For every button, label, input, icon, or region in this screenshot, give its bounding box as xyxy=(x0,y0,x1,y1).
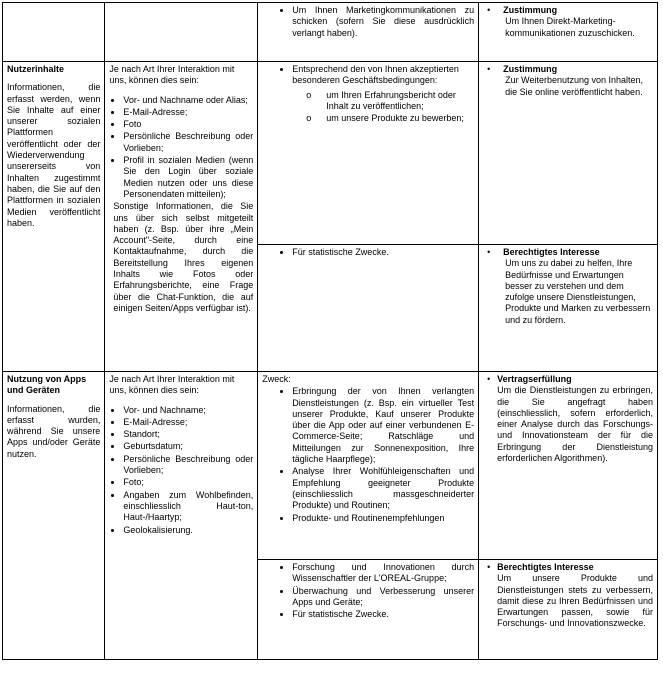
basis-text: Zur Weiterbenutzung von Inhalten, die Sie online veröffentlicht haben. xyxy=(505,75,644,97)
basis-title: Zustimmung xyxy=(503,64,558,74)
list-item xyxy=(292,64,474,124)
purpose-list xyxy=(262,562,474,620)
list-item: • Geburtsdatum; xyxy=(123,441,253,452)
table-row xyxy=(3,3,658,62)
list-item: • Angaben zum Wohlbefinden, einschliesslich Haut-ton, Haut-/Haartyp; xyxy=(123,490,253,524)
purpose-label: Zweck: xyxy=(262,374,291,384)
basis-cell xyxy=(479,372,658,560)
category-cell xyxy=(3,62,105,372)
category-cell xyxy=(3,3,105,62)
list-item: • Persönliche Beschreibung oder Vorlieben; xyxy=(123,454,253,477)
list-item: • Standort; xyxy=(123,429,253,440)
basis-cell xyxy=(479,3,658,62)
bullet-icon: • xyxy=(487,247,491,257)
category-description: Informationen, die erfasst werden, wenn Sie Inhalte auf einer unserer sozialen Plattformen veröffentlicht oder der Wiederverwendung unsererseits von Inhalten zugestimmt haben, die Sie auf den Plattformen in sozialen Medien veröffentlicht haben. xyxy=(7,82,101,228)
purpose-list xyxy=(262,5,474,39)
data-intro: Je nach Art Ihrer Interaktion mit uns, können dies sein: xyxy=(109,374,235,396)
list-item: • Analyse Ihrer Wohlfühleigenschaften und Empfehlung geeigneter Produkte (einschliesslich massgeschneiderter Produkte) und Routinen; xyxy=(292,466,474,511)
basis-title: Vertragserfüllung xyxy=(497,374,572,384)
purpose-cell xyxy=(258,560,479,660)
bullet-icon: • xyxy=(487,64,491,74)
category-cell xyxy=(3,372,105,660)
sub-list xyxy=(292,90,474,125)
purpose-list xyxy=(262,386,474,524)
list-item: • Vor- und Nachname oder Alias; xyxy=(123,95,253,106)
basis-text: Um Ihnen Direkt-Marketing-kommunikationen zuzuschicken. xyxy=(505,16,635,38)
data-list xyxy=(109,405,253,536)
purpose-cell xyxy=(258,62,479,245)
basis-title: Berechtigtes Interesse xyxy=(497,562,594,572)
list-item: o um unsere Produkte zu bewerben; xyxy=(326,113,474,124)
table-row xyxy=(3,62,658,245)
list-item: • Vor- und Nachname; xyxy=(123,405,253,416)
basis-cell xyxy=(479,560,658,660)
purpose-cell xyxy=(258,3,479,62)
table-row xyxy=(3,372,658,560)
list-item: • Erbringung der von Ihnen verlangten Dienstleistungen (z. Bsp. ein virtueller Test unserer Produkte, Kauf unserer Produkte über die App oder auf einer verbundenen E-Commerce-Seite; Ratschläge und Mitteilungen zur Sonnenexposition, Ihre tägliche Haarpflege); xyxy=(292,386,474,465)
list-item: o um Ihren Erfahrungsbericht oder Inhalt zu veröffentlichen; xyxy=(326,90,474,113)
list-item: • Überwachung und Verbesserung unserer Apps und Geräte; xyxy=(292,586,474,609)
category-title: Nutzung von Apps und Geräten xyxy=(7,374,87,396)
list-item: • Für statistische Zwecke. xyxy=(292,247,474,258)
purpose-list xyxy=(262,247,474,258)
basis-title: Berechtigtes Interesse xyxy=(503,247,600,257)
list-item: • Produkte- und Routinenempfehlungen xyxy=(292,513,474,524)
basis-text: Um unsere Produkte und Dienstleistungen stets zu verbessern, damit diese zu Ihren Bedürfnissen und Erwartungen passen, sowie für Forschungs- und Innovationszwecke. xyxy=(497,573,653,629)
bullet-icon: • xyxy=(487,562,491,572)
basis-cell xyxy=(479,62,658,245)
purpose-text: Entsprechend den von Ihnen akzeptierten besonderen Geschäftsbedingungen: xyxy=(292,64,459,86)
basis-text: Um die Dienstleistungen zu erbringen, die Sie angefragt haben (einschliesslich, sofern erforderlich, einer Analyse durch das Forschungs- und Innovationsteam der für die Erbringung der Dienstleistung erforderlichen Algorithmen). xyxy=(497,385,653,464)
list-item: • Foto; xyxy=(123,477,253,488)
data-list xyxy=(109,95,253,201)
data-intro: Je nach Art Ihrer Interaktion mit uns, können dies sein: xyxy=(109,64,235,86)
category-title: Nutzerinhalte xyxy=(7,64,65,74)
basis-cell xyxy=(479,245,658,372)
purpose-list xyxy=(262,64,474,124)
data-cell xyxy=(105,372,258,660)
list-item: • Geolokalisierung. xyxy=(123,525,253,536)
bullet-icon: • xyxy=(487,374,491,384)
data-cell xyxy=(105,3,258,62)
basis-text: Um uns zu dabei zu helfen, Ihre Bedürfnisse und Erwartungen besser zu verstehen und dem zufolge unsere Dienstleistungen, Produkte und Marken zu verbessern und zu fördern. xyxy=(505,258,651,325)
list-item: • Um Ihnen Marketingkommunikationen zu schicken (sofern Sie diese ausdrücklich verlangt haben). xyxy=(292,5,474,39)
purpose-cell xyxy=(258,372,479,560)
list-item: • Forschung und Innovationen durch Wissenschaftler der L'OREAL-Gruppe; xyxy=(292,562,474,585)
data-other: Sonstige Informationen, die Sie uns über sich selbst mitgeteilt haben (z. Bsp. über ihre „Mein Account"-Seite, durch eine Kontaktaufnahme, durch die Bereitstellung Ihres eigenen Inhalts wie Fotos oder Erfahrungsberichte, eine Frage über die Chat-Funktion, die auf einigen Seiten/Apps verfügbar ist). xyxy=(113,201,254,313)
privacy-table xyxy=(2,2,658,660)
list-item: • Foto xyxy=(123,119,253,130)
bullet-icon: • xyxy=(487,5,491,15)
list-item: • Persönliche Beschreibung oder Vorlieben; xyxy=(123,131,253,154)
basis-title: Zustimmung xyxy=(503,5,558,15)
list-item: • E-Mail-Adresse; xyxy=(123,417,253,428)
data-cell xyxy=(105,62,258,372)
category-description: Informationen, die erfasst wurden, während Sie unsere Apps und/oder Geräte nutzen. xyxy=(7,403,101,459)
list-item: • E-Mail-Adresse; xyxy=(123,107,253,118)
purpose-cell xyxy=(258,245,479,372)
list-item: • Profil in sozialen Medien (wenn Sie den Login über soziale Medien nutzen oder uns diese Personendaten mitteilen); xyxy=(123,155,253,200)
list-item: • Für statistische Zwecke. xyxy=(292,609,474,620)
